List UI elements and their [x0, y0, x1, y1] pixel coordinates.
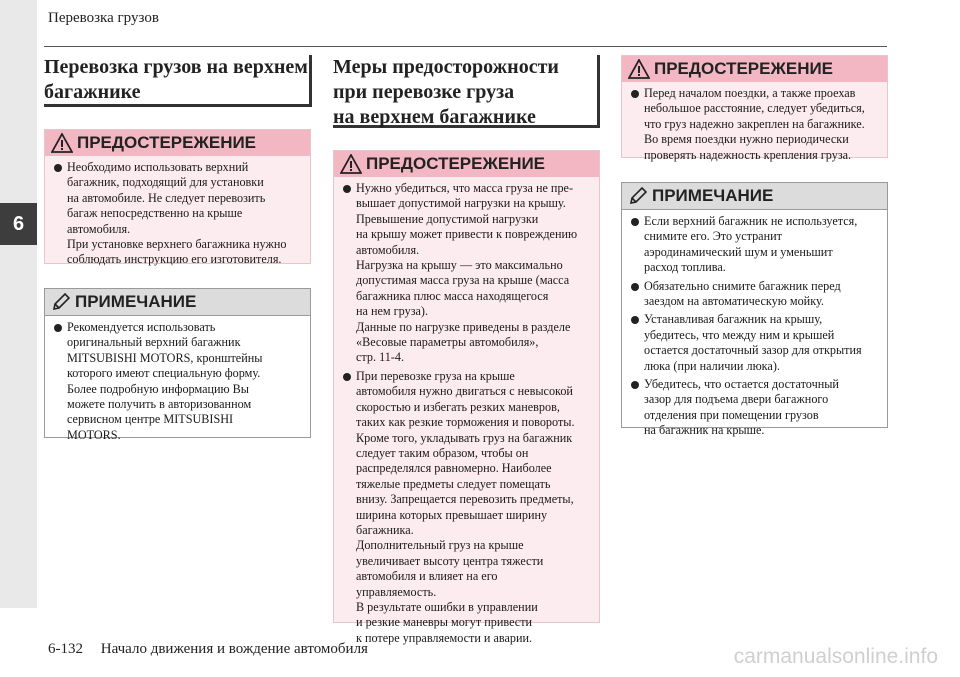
warning-list	[342, 181, 591, 646]
warning-list	[53, 160, 302, 268]
section-title-line: при перевозке груза	[333, 81, 515, 103]
header-rule	[44, 46, 887, 47]
list-item: Необходимо использовать верхний багажник, подходящий для установки на автомобиле. Не следует перевозить багаж непосредственно на крыше автомобиля. При установке верхнего багажника нужно соблюдать инструкцию его изготовителя.	[53, 160, 302, 268]
note-label: ПРИМЕЧАНИЕ	[75, 292, 197, 311]
warning-box-before-trip	[621, 55, 888, 162]
list-item: Перед началом поездки, а также проехав небольшое расстояние, следует убедиться, что груз надежно закреплен на багажнике. Во время поездки нужно периодически проверять надежность крепления груза.	[630, 86, 879, 163]
list-item: Нужно убедиться, что масса груза не пре- вышает допустимой нагрузки на крышу. Превышение допустимой нагрузки на крышу может привести к повреждению автомобиля. Нагрузка на крышу — это максимально допустимая масса груза на крыше (масса багажника плюс масса находящегося на нем груза). Данные по нагрузке приведены в разделе «Весовые параметры автомобиля», стр. 11-4.	[342, 181, 591, 366]
list-item: При перевозке груза на крыше автомобиля нужно двигаться с невысокой скоростью и избегать резких маневров, таких как резкие торможения и повороты. Кроме того, укладывать груз на багажник следует таким образом, чтобы он распределялся равномерно. Наиболее тяжелые предметы следует помещать внизу. Запрещается перевозить предметы, ширина которых превышает ширину багажника. Дополнительный груз на крыше увеличивает высоту центра тяжести автомобиля и влияет на его управляемость. В результате ошибки в управлении и резкие маневры могут привести к потере управляемости и аварии.	[342, 369, 591, 646]
list-item: Рекомендуется использовать оригинальный верхний багажник MITSUBISHI MOTORS, кронштейны которого имеют специальную форму. Более подробную информацию Вы можете получить в авторизованном сервисном центре MITSUBISHI MOTORS.	[53, 320, 302, 443]
warning-header	[622, 56, 887, 82]
note-header	[45, 289, 310, 316]
list-item: Убедитесь, что остается достаточный зазор для подъема двери багажного отделения при помещении грузов на багажник на крыше.	[630, 377, 879, 439]
warning-box-roof-rack	[44, 129, 311, 267]
warning-list	[630, 86, 879, 163]
warning-triangle-icon	[51, 133, 73, 153]
note-list	[630, 214, 879, 439]
page-footer	[48, 641, 368, 658]
warning-triangle-icon	[628, 59, 650, 79]
list-item: Если верхний багажник не используется, снимите его. Это устранит аэродинамический шум и уменьшит расход топлива.	[630, 214, 879, 276]
warning-label: ПРЕДОСТЕРЕЖЕНИЕ	[366, 154, 546, 173]
section-title-line: Перевозка грузов на верхнем	[44, 56, 308, 78]
list-item: Обязательно снимите багажник перед заездом на автоматическую мойку.	[630, 279, 879, 310]
warning-label: ПРЕДОСТЕРЕЖЕНИЕ	[654, 59, 834, 78]
section-title-roof-rack	[44, 55, 312, 107]
warning-header	[45, 130, 310, 156]
section-title-line: на верхнем багажнике	[333, 106, 536, 128]
section-title-line: Меры предосторожности	[333, 56, 559, 78]
chapter-tab: 6	[0, 203, 37, 245]
chapter-sidebar	[0, 0, 37, 608]
list-item: Устанавливая багажник на крышу, убедитесь, что между ним и крышей остается достаточный зазор для открытия люка (при наличии люка).	[630, 312, 879, 374]
page-header-title: Перевозка грузов	[48, 10, 159, 26]
warning-header	[334, 151, 599, 177]
note-label: ПРИМЕЧАНИЕ	[652, 186, 774, 205]
warning-box-precautions	[333, 150, 600, 645]
note-box-roof-tips	[621, 182, 888, 438]
watermark: carmanualsonline.info	[733, 645, 938, 668]
note-box-roof-rack	[44, 288, 311, 442]
footer-chapter-title: Начало движения и вождение автомобиля	[100, 641, 368, 657]
pencil-icon	[628, 186, 648, 206]
warning-label: ПРЕДОСТЕРЕЖЕНИЕ	[77, 133, 257, 152]
page-number: 6-132	[48, 641, 83, 657]
section-title-precautions	[333, 55, 600, 128]
warning-triangle-icon	[340, 154, 362, 174]
pencil-icon	[51, 292, 71, 312]
note-header	[622, 183, 887, 210]
note-list	[53, 320, 302, 443]
section-title-line: багажнике	[44, 81, 141, 103]
